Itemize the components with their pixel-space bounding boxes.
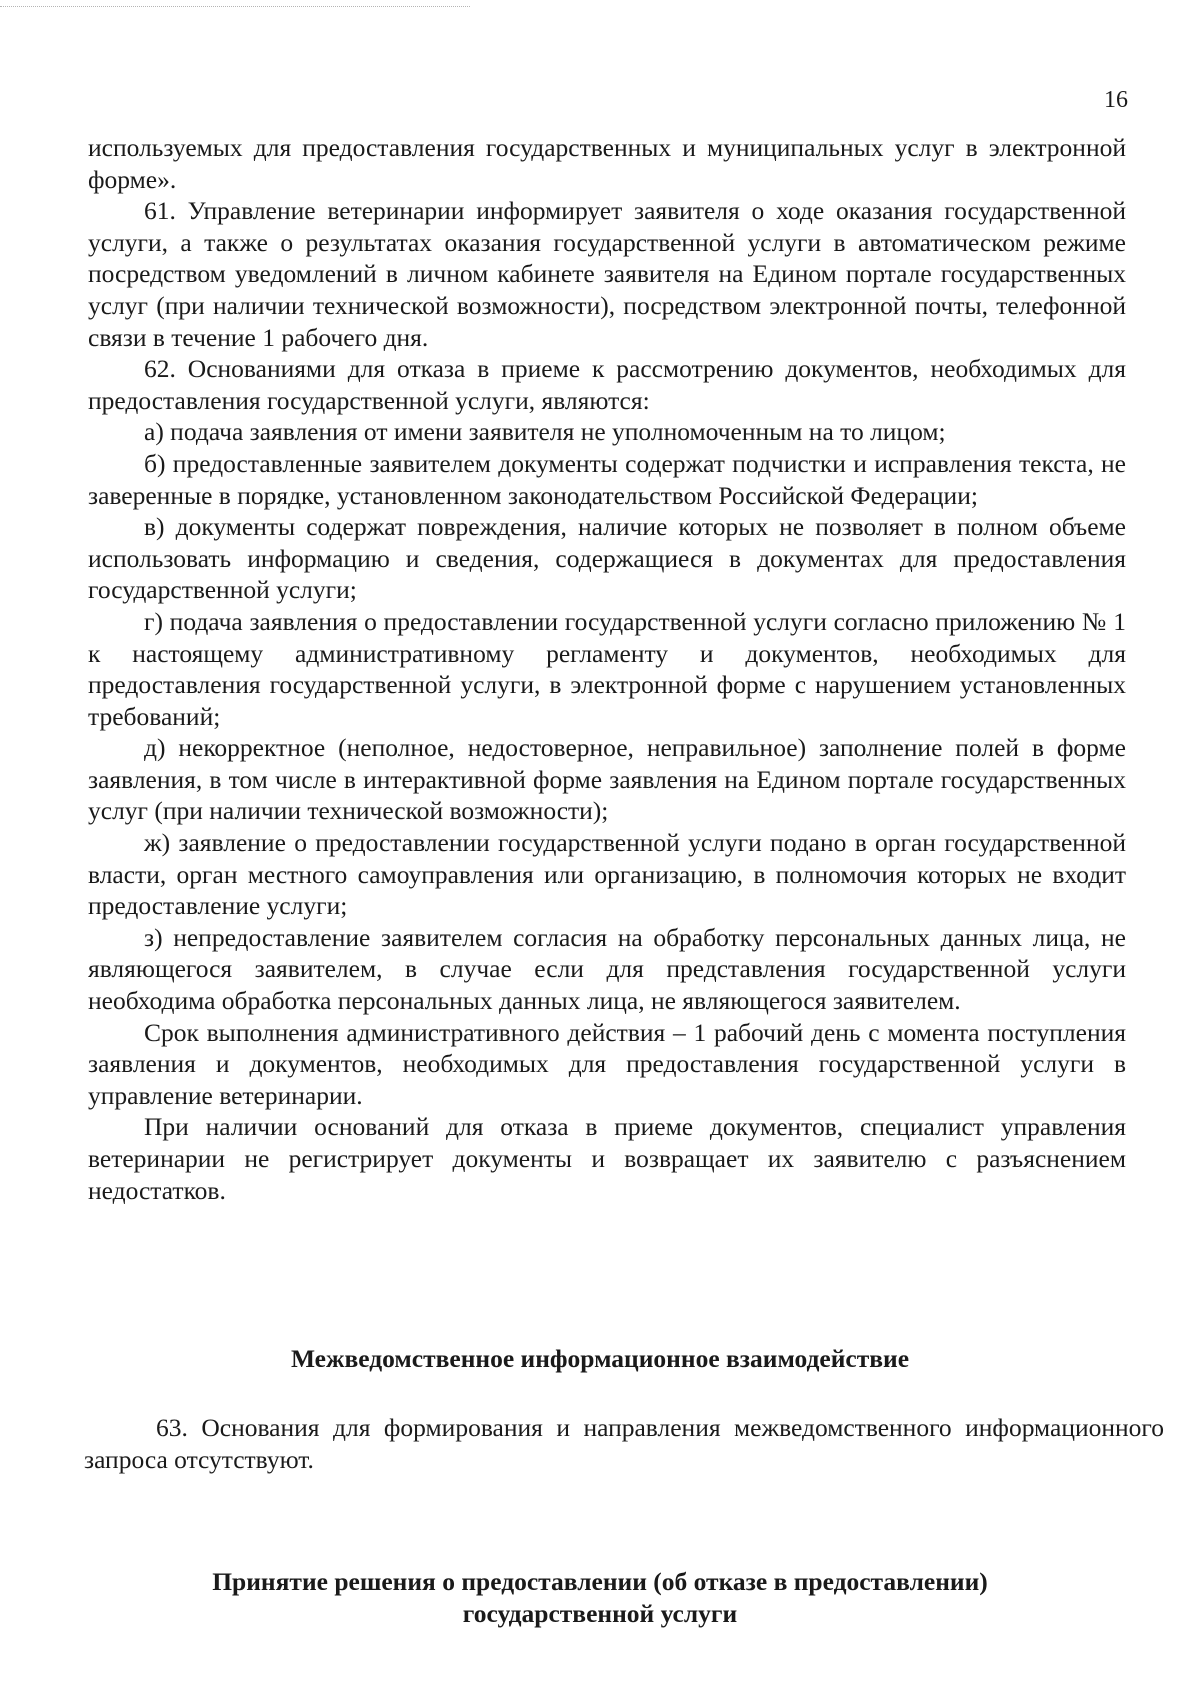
list-item-z: з) непредоставление заявителем согласия на обработку персональных данных лица, не являющегося заявителем, в случае если для представления государственной услуги необходима обработка персональных данных лица, не являющегося заявителем. <box>88 922 1126 1016</box>
list-item-d: д) некорректное (неполное, недостоверное, неправильное) заполнение полей в форме заявления, в том числе в интерактивной форме заявления на Едином портале государственных услуг (при наличии технической возможности); <box>88 733 1126 826</box>
paragraph-62: 62. Основаниями для отказа в приеме к рассмотрению документов, необходимых для предоставления государственной услуги, являются: <box>88 354 1126 415</box>
list-item-b: б) предоставленные заявителем документы содержат подчистки и исправления текста, не заверенные в порядке, установленном законодательством Российской Федерации; <box>88 448 1126 510</box>
list-item-v: в) документы содержат повреждения, наличие которых не позволяет в полном объеме использовать информацию и сведения, содержащиеся в документах для предоставления государственной услуги; <box>88 512 1126 605</box>
paragraph-deadline: Срок выполнения административного действия – 1 рабочий день с момента поступления заявления и документов, необходимых для предоставления государственной услуги в управление ветеринарии. <box>88 1017 1126 1110</box>
section-heading-interagency: Межведомственное информационное взаимодействие <box>290 1344 910 1373</box>
scan-edge-marks <box>0 6 470 11</box>
paragraph-63: 63. Основания для формирования и направления межведомственного информационного запроса отсутствуют. <box>84 1413 1164 1474</box>
section-heading-decision-line-1: Принятие решения о предоставлении (об отказе в предоставлении) <box>212 1567 988 1596</box>
list-item-zh: ж) заявление о предоставлении государственной услуги подано в орган государственной власти, орган местного самоуправления или организацию, в полномочия которых не входит предоставление услуги; <box>88 828 1126 921</box>
paragraph-continuation: используемых для предоставления государственных и муниципальных услуг в электронной форме». <box>88 133 1126 194</box>
paragraph-61: 61. Управление ветеринарии информирует заявителя о ходе оказания государственной услуги, а также о результатах оказания государственной услуги в автоматическом режиме посредством уведомлений в личном кабинете заявителя на Едином портале государственных услуг (при наличии технической возможности), посредством электронной почты, телефонной связи в течение 1 рабочего дня. <box>88 196 1126 352</box>
paragraph-refusal-procedure: При наличии оснований для отказа в приеме документов, специалист управления ветеринарии не регистрирует документы и возвращает их заявителю с разъяснением недостатков. <box>88 1112 1126 1205</box>
body-text <box>88 132 1126 1206</box>
list-item-g: г) подача заявления о предоставлении государственной услуги согласно приложению № 1 к настоящему административному регламенту и документов, необходимых для предоставления государственной услуги, в электронной форме с нарушением установленных требований; <box>88 606 1126 731</box>
section-heading-decision-line-2: государственной услуги <box>462 1599 738 1628</box>
section-heading-decision <box>80 1566 1120 1630</box>
list-item-a: а) подача заявления от имени заявителя не уполномоченным на то лицом; <box>144 417 946 447</box>
page-number: 16 <box>1104 87 1128 113</box>
